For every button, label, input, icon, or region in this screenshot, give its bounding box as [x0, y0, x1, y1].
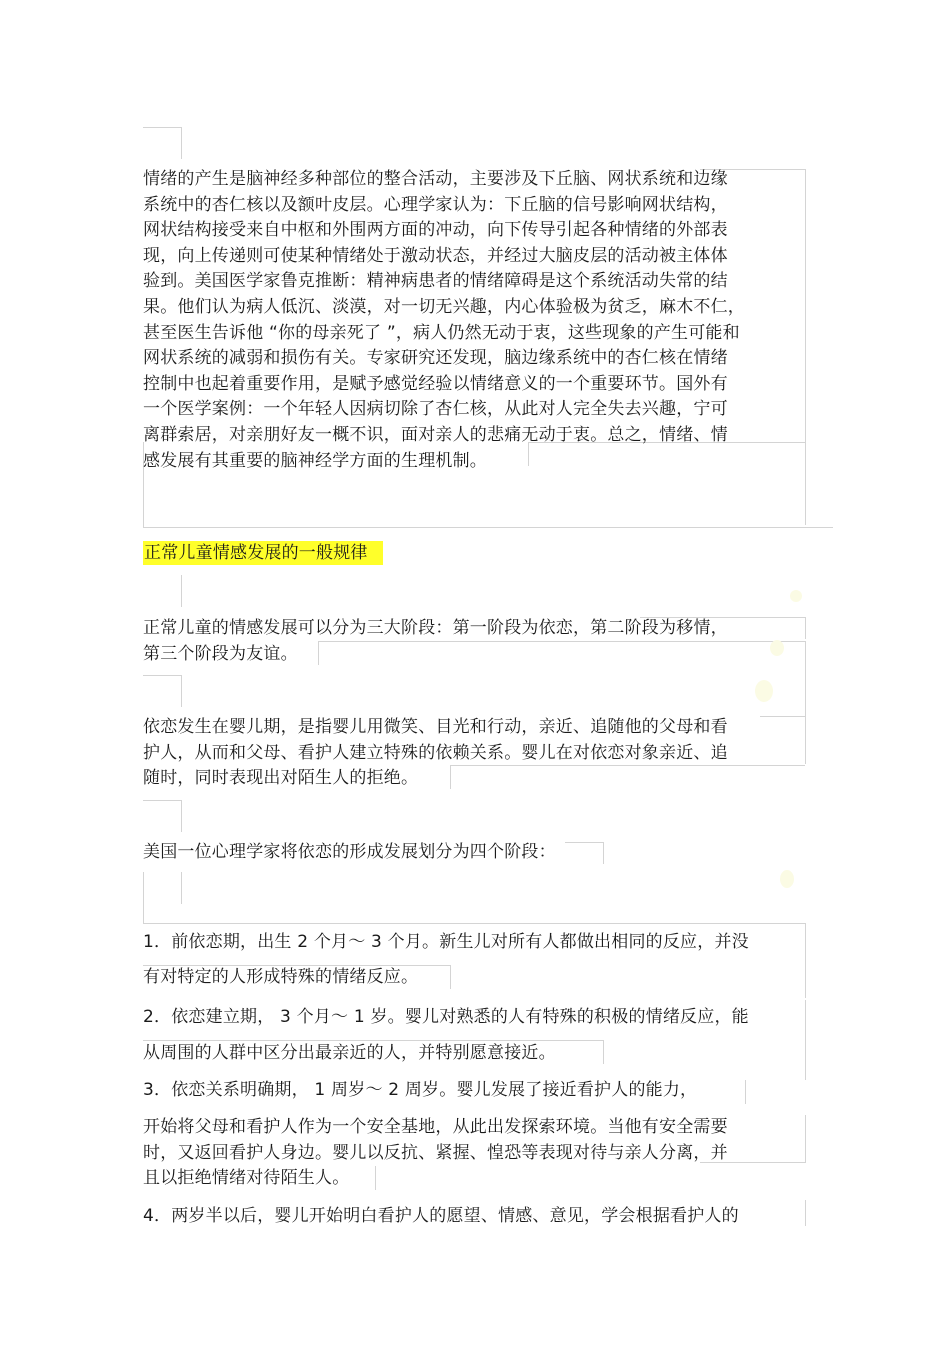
list-item-1-line-2: 有对特定的人形成特殊的情绪反应。 [143, 967, 419, 987]
scan-artifact-line [181, 127, 182, 159]
scan-artifact-line [805, 923, 806, 998]
section-heading: 正常儿童情感发展的一般规律 [143, 541, 383, 565]
scan-artifact-line [805, 1115, 806, 1163]
list-item-3-line-1: 3．依恋关系明确期， 1 周岁～ 2 周岁。婴儿发展了接近看护人的能力， [143, 1080, 698, 1100]
scan-artifact-line [143, 1040, 603, 1041]
scan-artifact-line [805, 169, 806, 525]
scan-artifact-line [143, 675, 181, 676]
scan-artifact-line [181, 575, 182, 607]
scan-artifact-line [805, 617, 806, 639]
scan-artifact-line [805, 1200, 806, 1226]
list-item-3-body: 开始将父母和看护人作为一个安全基地，从此出发探索环境。当他有安全需要 时，又返回看护人身边。婴儿以反抗、紧握、惶恐等表现对待与亲人分离，并 且以拒绝情绪对待陌生人。 [143, 1117, 728, 1189]
attachment-paragraph: 依恋发生在婴儿期，是指婴儿用微笑、目光和行动，亲近、追随他的父母和看 护人，从而和父母、看护人建立特殊的依赖关系。婴儿在对依恋对象亲近、追 随时，同时表现出对陌生人的拒绝。 [143, 717, 728, 789]
scan-artifact-line [805, 716, 806, 764]
list-item-2-line-1: 2．依恋建立期， 3 个月～ 1 岁。婴儿对熟悉的人有特殊的积极的情绪反应，能 [143, 1007, 749, 1027]
four-stage-intro: 美国一位心理学家将依恋的形成发展划分为四个阶段： [143, 842, 556, 862]
scan-artifact-line [181, 872, 182, 904]
scan-artifact-line [143, 800, 181, 801]
scan-blotch [790, 590, 802, 602]
scan-artifact-line [143, 527, 833, 528]
scan-artifact-line [143, 965, 450, 966]
list-item-2-line-2: 从周围的人群中区分出最亲近的人，并特别愿意接近。 [143, 1043, 556, 1063]
scan-blotch [780, 870, 794, 888]
stages-paragraph: 正常儿童的情感发展可以分为三大阶段：第一阶段为依恋，第二阶段为移情， 第三个阶段为友谊。 [143, 618, 728, 664]
scan-artifact-line [143, 872, 144, 924]
list-item-1-line-1: 1．前依恋期，出生 2 个月～ 3 个月。新生儿对所有人都做出相同的反应，并没 [143, 932, 749, 952]
list-item-4-line-1: 4．两岁半以后，婴儿开始明白看护人的愿望、情感、意见，学会根据看护人的 [143, 1206, 739, 1226]
scan-artifact-line [805, 641, 806, 716]
scan-artifact-line [143, 127, 181, 128]
scan-blotch [755, 680, 773, 702]
scan-artifact-line [181, 675, 182, 707]
scan-artifact-line [805, 1000, 806, 1080]
scan-artifact-line [143, 923, 805, 924]
scan-artifact-line [181, 800, 182, 832]
intro-paragraph: 情绪的产生是脑神经多种部位的整合活动，主要涉及下丘脑、网状系统和边缘 系统中的杏仁核以及额叶皮层。心理学家认为：下丘脑的信号影响网状结构， 网状结构接受来自中枢和外围两方面的冲动，向下传导引起各种情绪的外部表 现，向上传递则可使某种情绪处于激动状态，并经过大脑皮层的活动被主体体 验到。美国医学家鲁克推断：精神病患者的情绪障碍是这个系统活动失常的结 果。他们认为病人低沉、淡漠，对一切无兴趣，内心体验极为贫乏，麻木不仁， 甚至医生告诉他 “你的母亲死了 ”，病人仍然无动于衷，这些现象的产生可能和 网状系统的减弱和损伤有关。专家研究还发现，脑边缘系统中的杏仁核在情绪 控制中也起着重要作用，是赋予感觉经验以情绪意义的一个重要环节。国外有 一个医学案例：一个年轻人因病切除了杏仁核，从此对人完全失去兴趣，宁可 离群索居，对亲朋好友一概不识，面对亲人的悲痛无动于衷。总之，情绪、情 感发展有其重要的脑神经学方面的生理机制。 [143, 169, 745, 471]
